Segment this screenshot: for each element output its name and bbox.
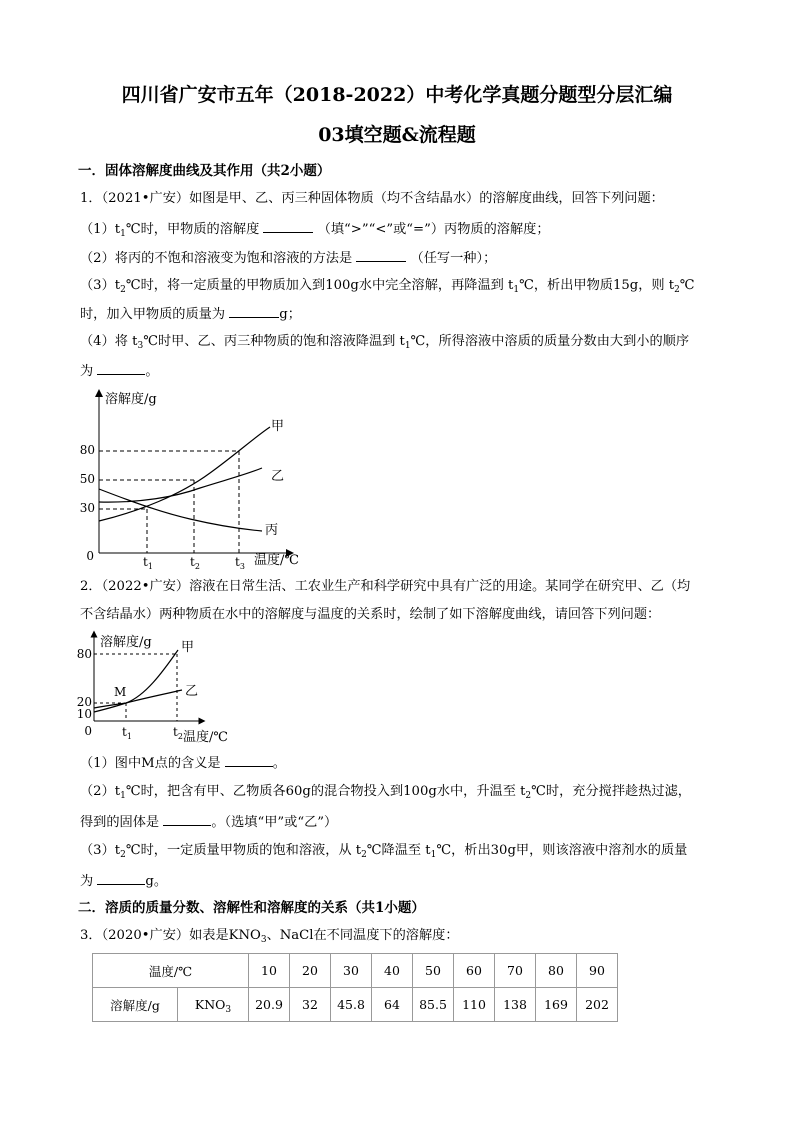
answer-blank[interactable]	[97, 871, 145, 885]
solubility-table	[92, 953, 618, 1022]
origin-label: 0	[86, 549, 94, 563]
curve-yi	[99, 468, 262, 502]
table-header-solubility: 溶解度/g	[93, 988, 178, 1022]
answer-blank[interactable]	[263, 219, 313, 233]
x-tick-t2: $t_2$	[190, 555, 200, 571]
table-cell: 20.9	[249, 988, 290, 1022]
table-cell: 60	[454, 954, 495, 988]
table-cell: 40	[372, 954, 413, 988]
table-cell: 32	[290, 988, 331, 1022]
q2-part3: $(3)t_2℃$时，一定质量甲物质的饱和溶液，从 $t_2℃$降温至 $t_1℃$，析出30g甲，则该溶液中溶剂水的质量	[80, 843, 688, 860]
y-tick-50: 50	[79, 472, 95, 486]
page-title: 四川省广安市五年（2018-2022）中考化学真题分题型分层汇编	[121, 84, 673, 106]
q1-part4: （4）将 $t_3℃$时甲、乙、丙三种物质的饱和溶液降温到 $t_1℃$，所得溶液中溶质的质量分数由大到小的顺序	[80, 334, 690, 351]
x-tick-t1: $t_1$	[122, 725, 132, 741]
answer-blank[interactable]	[229, 304, 279, 318]
point-m-label: M	[114, 685, 127, 699]
table-header-kno3: $KNO_3$	[178, 988, 249, 1022]
q2-part1: （1）图中M点的含义是 。	[80, 753, 286, 773]
y-axis-label: 溶解度/g	[105, 392, 157, 407]
table-cell: 64	[372, 988, 413, 1022]
y-tick-30: 30	[79, 501, 95, 515]
curve-bing	[99, 489, 262, 531]
q1-part1: $(1)t_1℃$时，甲物质的溶解度 （填“>”“<”或“=”）丙物质的溶解度；	[80, 219, 550, 239]
q1-part3: $(3)t_2℃$时，将一定质量的甲物质加入到100g水中完全溶解，再降温到 $t_1℃$，析出甲物质15g，则 $t_2℃$	[80, 278, 695, 295]
x-tick-t2: $t_2$	[173, 725, 183, 741]
table-header-temp: 温度/℃	[93, 954, 249, 988]
q2-intro-b: 不含结晶水）两种物质在水中的溶解度与温度的关系时，绘制了如下溶解度曲线，请回答下列问题：	[80, 607, 661, 622]
section-heading-2: 二．溶质的质量分数、溶解性和溶解度的关系（共1小题）	[78, 900, 425, 916]
table-cell: 45.8	[331, 988, 372, 1022]
answer-blank[interactable]	[356, 248, 406, 262]
table-cell: 50	[413, 954, 454, 988]
table-cell: 30	[331, 954, 372, 988]
solubility-curve-chart-1	[70, 385, 330, 575]
y-tick-80: 80	[76, 647, 92, 661]
x-axis-label: 温度/℃	[183, 730, 228, 745]
table-cell: 70	[495, 954, 536, 988]
curve-label-yi: 乙	[185, 684, 199, 699]
table-cell: 90	[577, 954, 618, 988]
table-cell: 202	[577, 988, 618, 1022]
q3-intro: 3．（2020•广安）如表是$KNO_3$、NaCl在不同温度下的溶解度：	[80, 928, 459, 945]
table-cell: 110	[454, 988, 495, 1022]
answer-blank[interactable]	[163, 812, 211, 826]
y-tick-20: 20	[76, 695, 92, 709]
curve-label-jia: 甲	[181, 640, 195, 655]
x-tick-t1: $t_1$	[143, 555, 153, 571]
table-cell: 10	[249, 954, 290, 988]
curve-label-jia: 甲	[271, 419, 285, 434]
q1-part4-cont: 为 。	[80, 361, 159, 381]
section-heading-1: 一．固体溶解度曲线及其作用（共2小题）	[78, 163, 331, 179]
answer-blank[interactable]	[97, 361, 145, 375]
table-cell: 138	[495, 988, 536, 1022]
origin-label: 0	[84, 724, 92, 738]
x-tick-t3: $t_3$	[235, 555, 245, 571]
table-row	[93, 954, 618, 988]
q1-part3-cont: 时，加入甲物质的质量为 g；	[80, 304, 301, 324]
table-row	[93, 988, 618, 1022]
table-cell: 80	[536, 954, 577, 988]
q2-part2-cont: 得到的固体是 。（选填“甲”或“乙”）	[80, 812, 337, 832]
x-axis-label: 温度/℃	[254, 553, 299, 568]
table-cell: 20	[290, 954, 331, 988]
q1-intro: 1．（2021•广安）如图是甲、乙、丙三种固体物质（均不含结晶水）的溶解度曲线，回答下列问题：	[80, 191, 664, 206]
q2-part3-cont: 为 g。	[80, 871, 167, 891]
curve-label-yi: 乙	[271, 469, 285, 484]
q1-part2: （2）将丙的不饱和溶液变为饱和溶液的方法是 （任写一种）；	[80, 248, 496, 268]
table-cell: 85.5	[413, 988, 454, 1022]
answer-blank[interactable]	[225, 753, 273, 767]
page-subtitle: 03填空题&流程题	[318, 124, 476, 146]
table-cell: 169	[536, 988, 577, 1022]
y-axis-label: 溶解度/g	[100, 635, 152, 650]
q2-intro-a: 2．（2022•广安）溶液在日常生活、工农业生产和科学研究中具有广泛的用途。某同学在研究甲、乙（均	[80, 579, 691, 594]
curve-label-bing: 丙	[265, 523, 279, 538]
q2-part2: $(2)t_1℃$时，把含有甲、乙物质各60g的混合物投入到100g水中，升温至 $t_2℃$时，充分搅拌趁热过滤，	[80, 784, 691, 801]
y-tick-80: 80	[79, 443, 95, 457]
curve-yi	[94, 690, 182, 708]
solubility-curve-chart-2	[70, 628, 250, 748]
y-tick-10: 10	[76, 707, 92, 721]
